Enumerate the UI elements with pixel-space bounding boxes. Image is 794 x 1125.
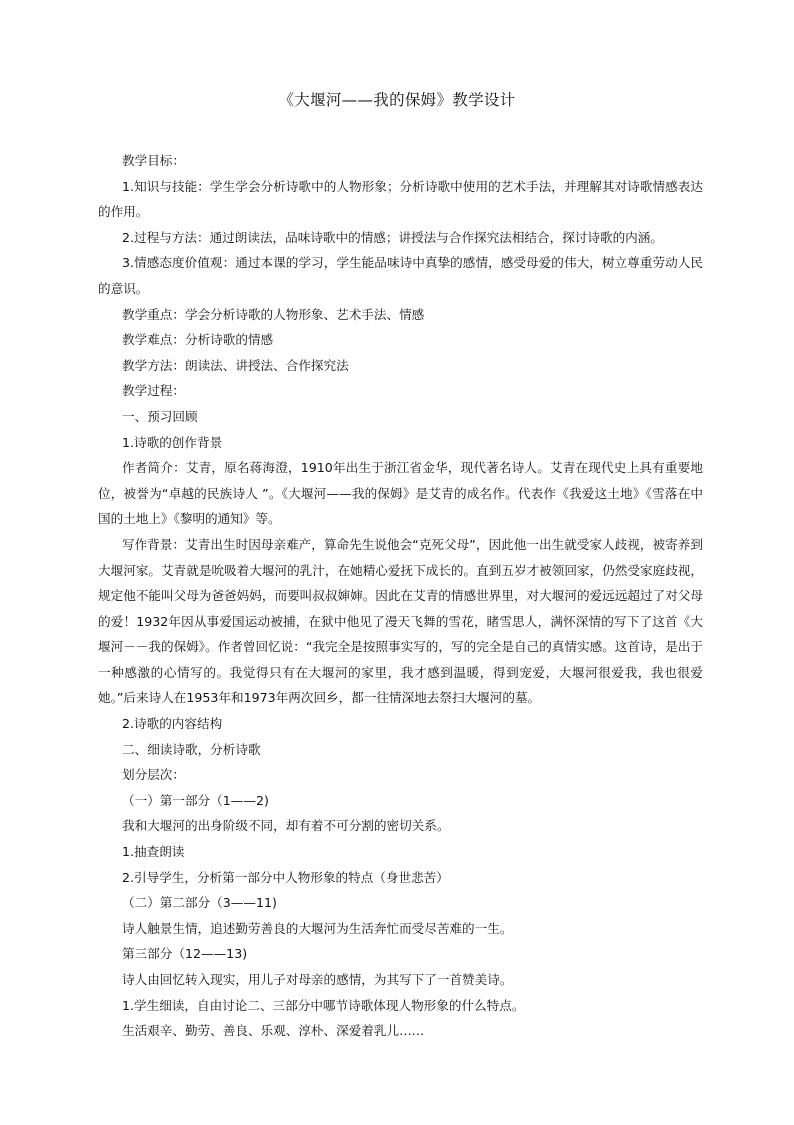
paragraph: 1.知识与技能：学生学会分析诗歌中的人物形象；分析诗歌中使用的艺术手法，并理解其对诗歌情感表达的作用。: [98, 178, 703, 220]
paragraph: （二）第二部分（3——11): [122, 895, 277, 911]
paragraph: 诗人由回忆转入现实，用儿子对母亲的感情，为其写下了一首赞美诗。: [122, 972, 513, 987]
paragraph: 划分层次：: [122, 767, 185, 783]
paragraph: 写作背景：艾青出生时因母亲难产，算命先生说他会“克死父母”，因此他一出生就受家人歧视，被寄养到大堰河家。艾青就是吮吸着大堰河的乳汁，在她精心爱抚下成长的。直到五岁才被领回家，仍然受家庭歧视，规定他不能叫父母为爸爸妈妈，而要叫叔叔婶婶。因此在艾青的情感世界里，对大堰河的爱远远超过了对父母的爱！1932年因从事爱国运动被捕，在狱中他见了漫天飞舞的雪花，睹雪思人，满怀深情的写下了这首《大堰河－－我的保姆》。作者曾回忆说：“我完全是按照事实写的，写的完全是自己的真情实感。这首诗，是出于一种感激的心情写的。我觉得只有在大堰河的家里，我才感到温暖，得到宠爱，大堰河很爱我，我也很爱她。”后来诗人在1953年和1973年两次回乡，都一往情深地去祭扫大堰河的墓。: [98, 536, 703, 706]
document-title: 《大堰河——我的保姆》教学设计: [278, 91, 516, 109]
paragraph: 生活艰辛、勤劳、善良、乐观、淳朴、深爱着乳儿……: [122, 1023, 425, 1039]
paragraph: 3.情感态度价值观：通过本课的学习，学生能品味诗中真挚的感情，感受母爱的伟大，树立尊重劳动人民的意识。: [98, 255, 703, 296]
document-body: [98, 148, 703, 1044]
paragraph: 诗人触景生情，追述勤劳善良的大堰河为生活奔忙而受尽苦难的一生。: [122, 920, 513, 936]
paragraph: （一）第一部分（1——2): [122, 792, 269, 808]
paragraph: 教学过程：: [122, 383, 185, 399]
paragraph: 教学重点：学会分析诗歌的人物形象、艺术手法、情感: [122, 306, 425, 322]
paragraph: 2.诗歌的内容结构: [122, 716, 223, 732]
paragraph: 1.学生细读，自由讨论二、三部分中哪节诗歌体现人物形象的什么特点。: [122, 997, 525, 1013]
paragraph: 第三部分（12——13): [122, 946, 248, 962]
paragraph: 教学难点：分析诗歌的情感: [122, 332, 274, 348]
paragraph: 我和大堰河的出身阶级不同，却有着不可分割的密切关系。: [122, 818, 450, 834]
paragraph: 1.抽查朗读: [122, 844, 185, 860]
paragraph: 2.引导学生，分析第一部分中人物形象的特点（身世悲苦）: [122, 869, 449, 885]
paragraph: 1.诗歌的创作背景: [122, 434, 223, 450]
paragraph: 作者简介：艾青，原名蒋海澄，1910年出生于浙江省金华，现代著名诗人。艾青在现代史上具有重要地位，被誉为“卓越的民族诗人 ”。《大堰河——我的保姆》是艾青的成名作。代表作《我爱这土地》《雪落在中国的土地上》《黎明的通知》等。: [98, 460, 703, 527]
paragraph: 一、预习回顾: [122, 408, 198, 424]
paragraph: 教学目标：: [122, 153, 185, 168]
paragraph: 教学方法：朗读法、讲授法、合作探究法: [122, 357, 349, 373]
paragraph: 2.过程与方法：通过朗读法，品味诗歌中的情感；讲授法与合作探究法相结合，探讨诗歌的内涵。: [122, 229, 663, 245]
paragraph: 二、细读诗歌，分析诗歌: [122, 741, 261, 757]
